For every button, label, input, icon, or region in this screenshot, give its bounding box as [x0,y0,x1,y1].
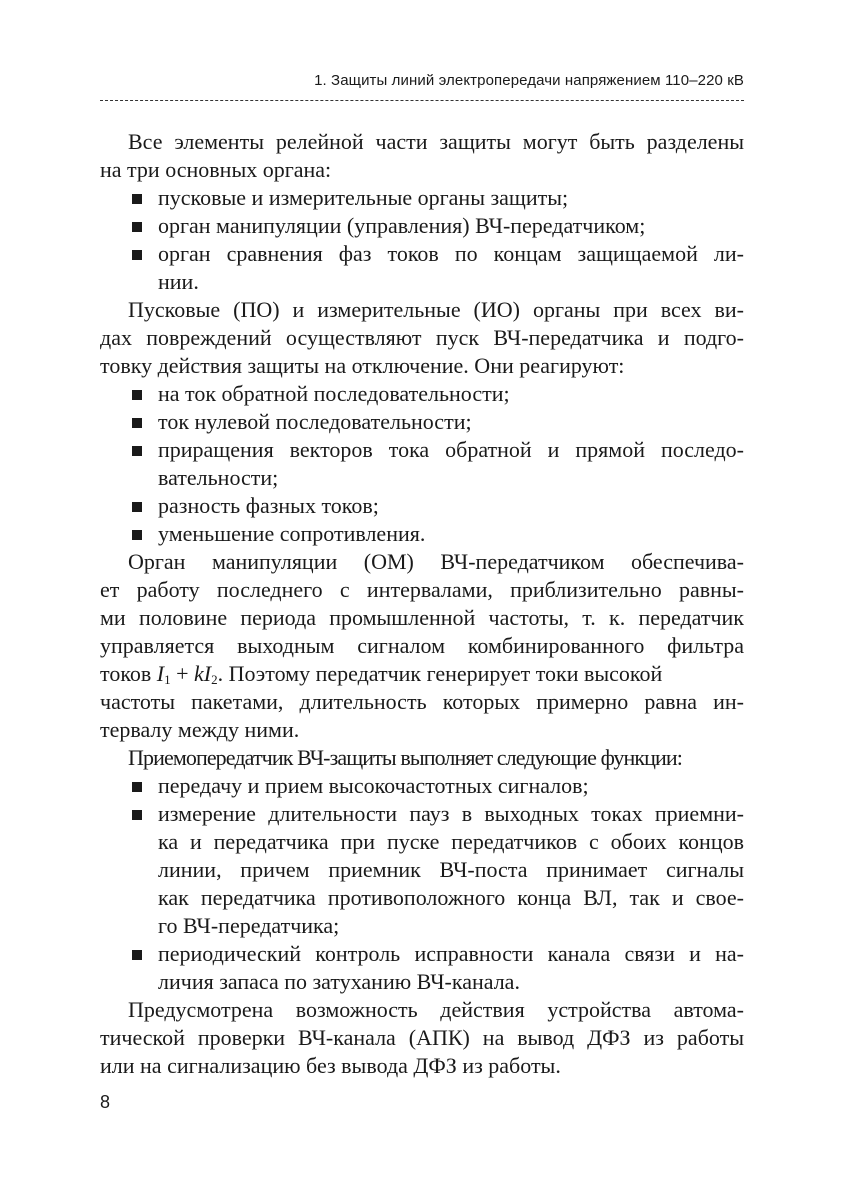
list-item-continuation: личия запаса по затуханию ВЧ-канала. [158,969,520,994]
header-divider [100,100,744,101]
bullet-square-icon [132,950,142,960]
list-item [100,212,744,240]
list-item-text: приращения векторов тока обратной и прямой последо- [158,437,744,462]
list-item-text: на ток обратной последовательности; [158,381,510,406]
list-item-text: орган манипуляции (управления) ВЧ-передатчиком; [158,213,646,238]
text-line: Приемопередатчик ВЧ-защиты выполняет следующие функции: [128,745,682,770]
bullet-square-icon [132,446,142,456]
list-item [100,436,744,464]
list-item-text: периодический контроль исправности канала связи и на- [158,941,744,966]
text-line: тической проверки ВЧ-канала (АПК) на вывод ДФЗ из работы [100,1025,744,1050]
list-item-continuation: го ВЧ-передатчика; [158,913,340,938]
list-item [100,800,744,828]
text-line-formula: токов $I_1 + kI_2$. Поэтому передатчик генерирует токи высокой [100,661,663,687]
text-line: товку действия защиты на отключение. Они реагируют: [100,353,625,378]
list-item-text: ток нулевой последовательности; [158,409,472,434]
text-line: или на сигнализацию без вывода ДФЗ из работы. [100,1053,561,1078]
list-item [100,408,744,436]
list-item-text: уменьшение сопротивления. [158,521,426,546]
list-item-text: пусковые и измерительные органы защиты; [158,185,569,210]
list-item-text: измерение длительности пауз в выходных токах приемни- [158,801,744,826]
text-line: частоты пакетами, длительность которых примерно равна ин- [100,689,744,714]
list-item-text: разность фазных токов; [158,493,379,518]
bullet-square-icon [132,390,142,400]
text-line: дах повреждений осуществляют пуск ВЧ-передатчика и подго- [100,325,744,350]
list-item-continuation: как передатчика противоположного конца ВЛ, так и свое- [158,885,744,910]
bullet-square-icon [132,222,142,232]
page-number: 8 [100,1092,111,1112]
bullet-square-icon [132,502,142,512]
bullet-square-icon [132,810,142,820]
text-line: Предусмотрена возможность действия устройства автома- [128,997,744,1022]
list-item [100,772,744,800]
formula: $I_1 + kI_2$ [156,661,218,687]
list-item [100,520,744,548]
list-item [100,184,744,212]
bullet-square-icon [132,782,142,792]
list-item [100,380,744,408]
bullet-square-icon [132,418,142,428]
text-line: Все элементы релейной части защиты могут быть разделены [128,129,744,154]
text-line: тервалу между ними. [100,717,300,742]
list-item [100,492,744,520]
list-item-text: передачу и прием высокочастотных сигналов; [158,773,589,798]
list-item-continuation: нии. [158,269,199,294]
bullet-square-icon [132,194,142,204]
text-line: Орган манипуляции (ОМ) ВЧ-передатчиком обеспечива- [128,549,744,574]
text-line: ми половине периода промышленной частоты, т. к. передатчик [100,605,744,630]
running-head: 1. Защиты линий электропередачи напряжением 110–220 кВ [314,72,744,89]
list-item-continuation: вательности; [158,465,279,490]
list-item [100,240,744,268]
list-item-text: орган сравнения фаз токов по концам защищаемой ли- [158,241,744,266]
text-line: управляется выходным сигналом комбинированного фильтра [100,633,744,658]
list-item-continuation: линии, причем приемник ВЧ-поста принимает сигналы [158,857,744,882]
list-item [100,940,744,968]
list-item-continuation: ка и передатчика при пуске передатчиков с обоих концов [158,829,744,854]
text-line: ет работу последнего с интервалами, приблизительно равны- [100,577,744,602]
text-line: Пусковые (ПО) и измерительные (ИО) органы при всех ви- [128,297,744,322]
bullet-square-icon [132,530,142,540]
bullet-square-icon [132,250,142,260]
text-line: на три основных органа: [100,157,332,182]
page-body [100,128,744,1080]
